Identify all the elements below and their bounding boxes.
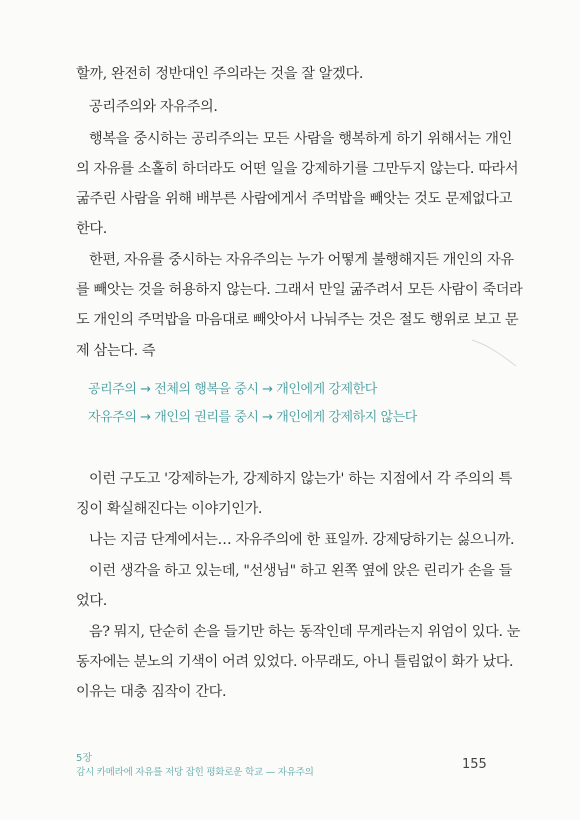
paragraph-line: 를 빼앗는 것을 허용하지 않는다. 그래서 만일 굶주려서 모든 사람이 죽더라 [76,282,523,298]
paragraph-line: 한다. [76,221,107,237]
paragraph-line: 공리주의와 자유주의. [89,99,218,115]
paragraph-line: 할까, 완전히 정반대인 주의라는 것을 잘 알겠다. [76,66,364,82]
paragraph-line: 이런 생각을 하고 있는데, "선생님" 하고 왼쪽 옆에 앉은 린리가 손을 들 [89,563,512,579]
footer-chapter-label: 5장 [76,753,93,764]
pencil-mark-icon [470,330,520,370]
paragraph-line: 행복을 중시하는 공리주의는 모든 사람을 행복하게 하기 위해서는 개인 [89,131,512,147]
paragraph-line: 의 자유를 소홀히 하더라도 어떤 일을 강제하기를 그만두지 않는다. 따라서 [76,161,519,177]
paragraph-line: 한편, 자유를 중시하는 자유주의는 누가 어떻게 불행해지든 개인의 자유 [89,252,514,268]
paragraph-line: 굶주린 사람을 위해 배부른 사람에게서 주먹밥을 빼앗는 것도 문제없다고 [76,191,512,207]
callout-line-utilitarianism: 공리주의 → 전체의 행복을 중시 → 개인에게 강제한다 [88,382,377,397]
paragraph-line: 이런 구도고 '강제하는가, 강제하지 않는가' 하는 지점에서 각 주의의 특 [89,471,512,487]
footer-chapter-title: 감시 카메라에 자유를 저당 잡힌 평화로운 학교 — 자유주의 [76,767,314,778]
page-number: 155 [462,757,487,772]
paragraph-line: 동자에는 분노의 기색이 어려 있었다. 아무래도, 아니 틀림없이 화가 났다. [76,654,514,670]
paragraph-line: 도 개인의 주먹밥을 마음대로 빼앗아서 나눠주는 것은 절도 행위로 보고 문 [76,312,519,328]
callout-line-liberalism: 자유주의 → 개인의 권리를 중시 → 개인에게 강제하지 않는다 [88,410,417,425]
paragraph-line: 었다. [76,593,107,609]
paragraph-line: 이유는 대충 짐작이 간다. [76,684,227,700]
paragraph-line: 음? 뭐지, 단순히 손을 들기만 하는 동작인데 무게라는지 위엄이 있다. 눈 [89,624,521,640]
paragraph-line: 제 삼는다. 즉 [76,343,156,359]
paragraph-line: 징이 확실해진다는 이야기인가. [76,501,263,517]
paragraph-line: 나는 지금 단계에서는… 자유주의에 한 표일까. 강제당하기는 싫으니까. [89,532,515,548]
